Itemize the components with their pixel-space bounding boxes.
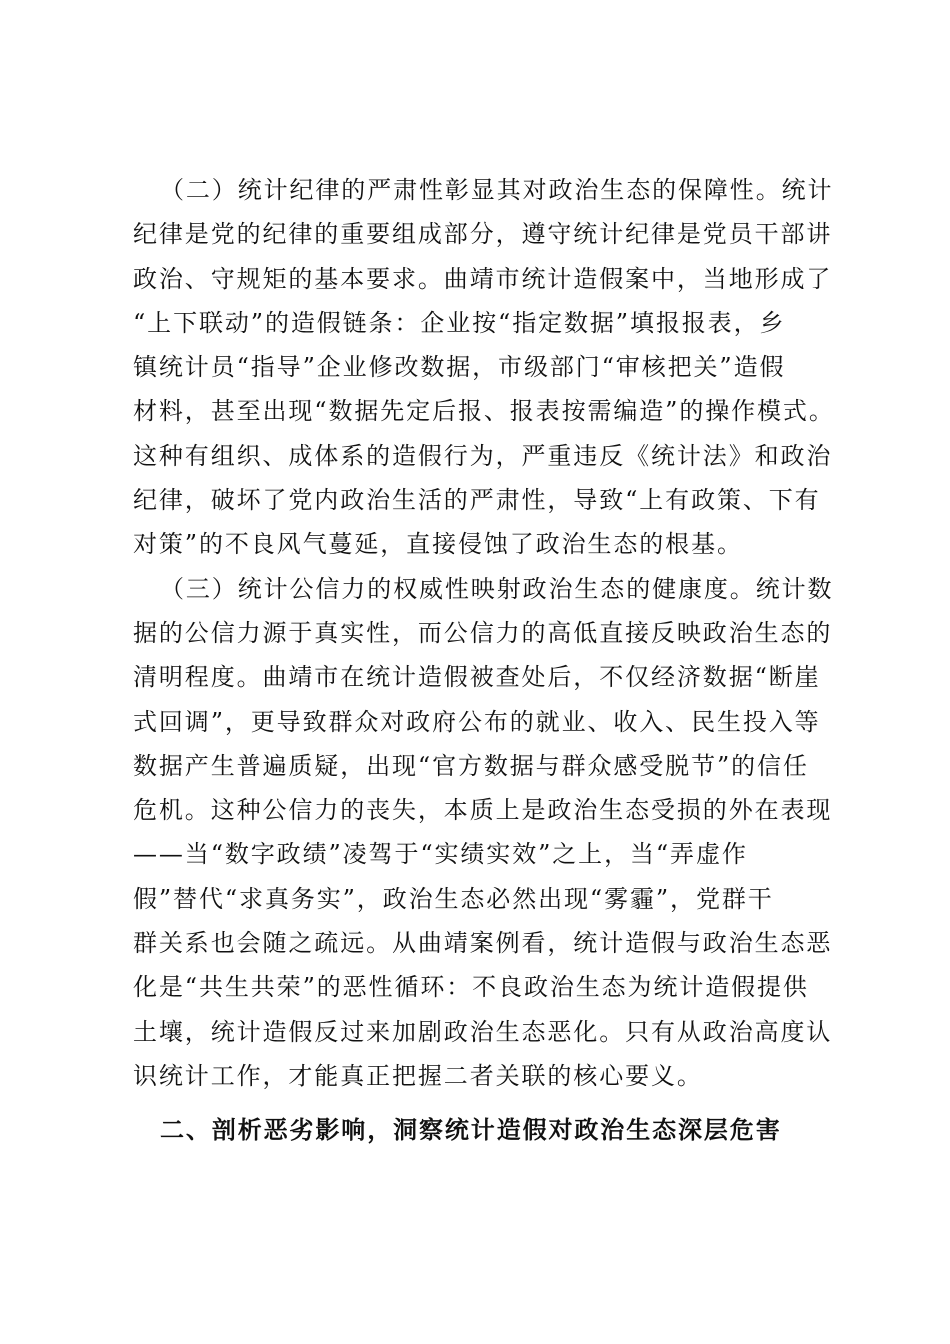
paragraph-line: 材料，甚至出现“数据先定后报、报表按需编造”的操作模式。 [133,397,835,426]
paragraph-line: ——当“数字政绩”凌驾于“实绩实效”之上，当“弄虚作 [133,840,748,869]
paragraph-discipline [133,168,853,567]
document-page [133,168,853,1153]
paragraph-line: 群关系也会随之疏远。从曲靖案例看，统计造假与政治生态恶 [133,929,833,958]
paragraph-line: 数据产生普遍质疑，出现“官方数据与群众感受脱节”的信任 [133,751,809,780]
paragraph-line: 这种有组织、成体系的造假行为，严重违反《统计法》和政治 [133,441,833,470]
paragraph-line: 土壤，统计造假反过来加剧政治生态恶化。只有从政治高度认 [133,1017,833,1046]
paragraph-line: 式回调”，更导致群众对政府公布的就业、收入、民生投入等 [133,707,821,736]
paragraph-line: 化是“共生共荣”的恶性循环：不良政治生态为统计造假提供 [133,973,809,1002]
paragraph-line: “上下联动”的造假链条：企业按“指定数据”填报报表，乡 [133,308,786,337]
paragraph-line: 镇统计员“指导”企业修改数据，市级部门“审核把关”造假 [133,353,786,382]
paragraph-line: 政治、守规矩的基本要求。曲靖市统计造假案中，当地形成了 [133,264,833,293]
paragraph-line: （二）统计纪律的严肃性彰显其对政治生态的保障性。统计 [160,176,834,204]
paragraph-line: （三）统计公信力的权威性映射政治生态的健康度。统计数 [160,574,834,603]
paragraph-line: 危机。这种公信力的丧失，本质上是政治生态受损的外在表现 [133,796,833,825]
paragraph-line: 据的公信力源于真实性，而公信力的高低直接反映政治生态的 [133,618,833,647]
section-heading: 二、剖析恶劣影响，洞察统计造假对政治生态深层危害 [160,1116,782,1145]
paragraph-line: 清明程度。曲靖市在统计造假被查处后，不仅经济数据“断崖 [133,663,821,692]
paragraph-line: 对策”的不良风气蔓延，直接侵蚀了政治生态的根基。 [133,530,743,559]
paragraph-line: 假”替代“求真务实”，政治生态必然出现“雾霾”，党群干 [133,884,774,913]
paragraph-line: 纪律，破坏了党内政治生活的严肃性，导致“上有政策、下有 [133,486,821,515]
paragraph-credibility [133,567,853,1099]
paragraph-line: 纪律是党的纪律的重要组成部分，遵守统计纪律是党员干部讲 [133,220,833,249]
paragraph-line: 识统计工作，才能真正把握二者关联的核心要义。 [133,1061,703,1090]
